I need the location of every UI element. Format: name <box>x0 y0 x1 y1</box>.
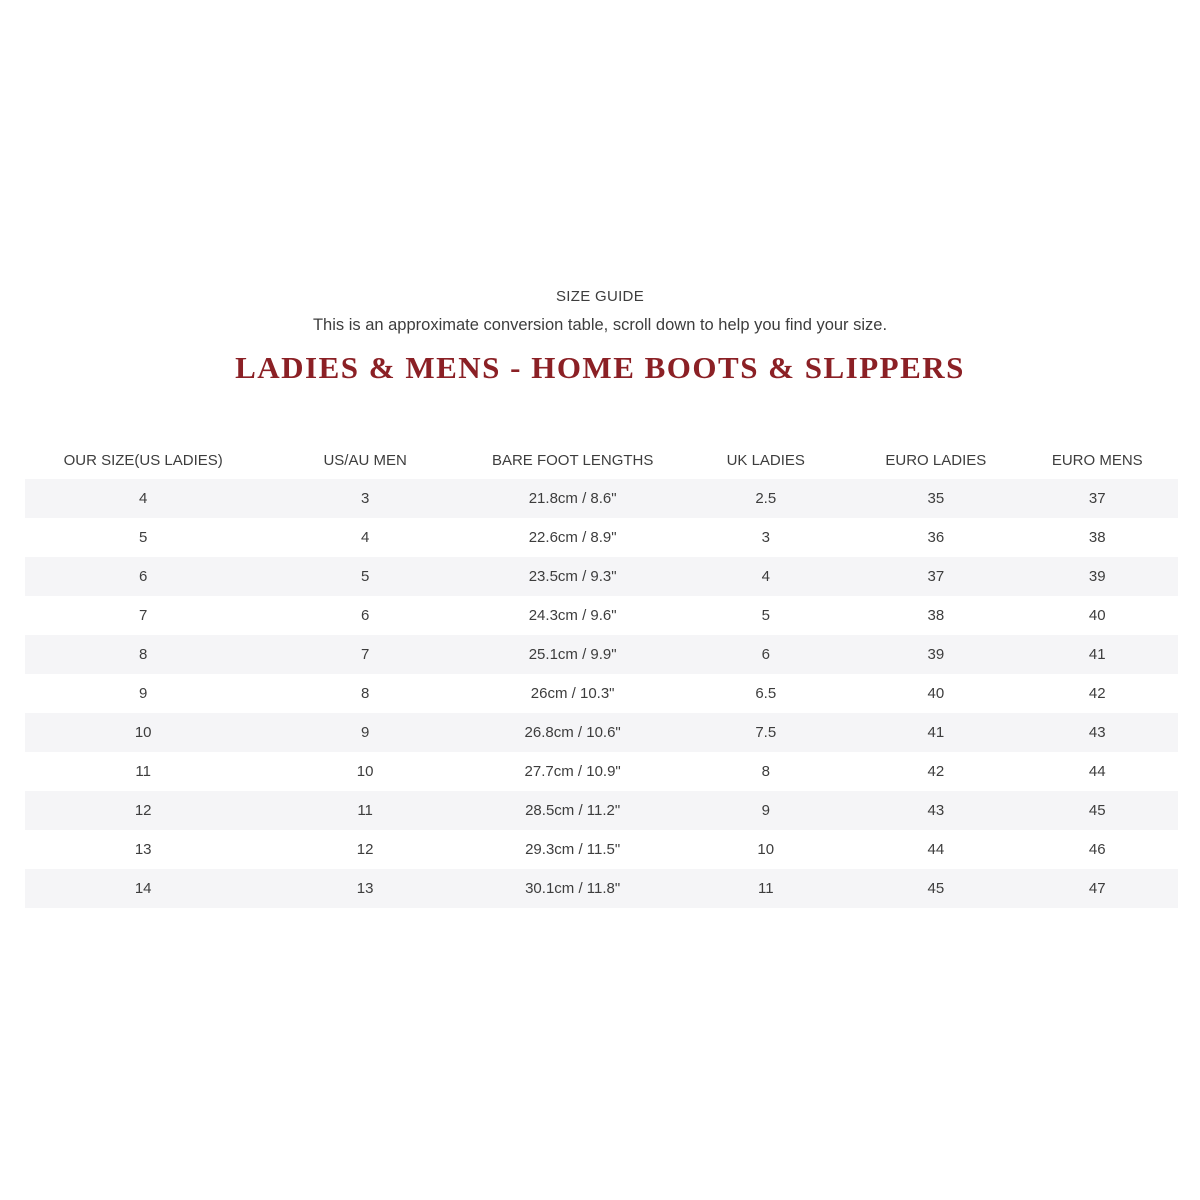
table-cell: 39 <box>927 646 945 664</box>
table-cell: 41 <box>927 724 945 742</box>
table-cell: 25.1cm / 9.9" <box>528 646 617 664</box>
table-cell: 9 <box>139 685 148 703</box>
size-conversion-table <box>25 442 1178 908</box>
table-cell: 40 <box>927 685 945 703</box>
table-cell: 36 <box>927 529 945 547</box>
table-cell: 2.5 <box>755 490 777 508</box>
table-cell: 11 <box>135 763 151 781</box>
column-header: UK LADIES <box>726 452 805 470</box>
table-cell: 24.3cm / 9.6" <box>528 607 617 625</box>
table-cell: 42 <box>927 763 945 781</box>
table-cell: 39 <box>1088 568 1106 586</box>
table-row <box>25 869 1178 908</box>
table-cell: 42 <box>1088 685 1106 703</box>
table-cell: 44 <box>1088 763 1106 781</box>
table-cell: 44 <box>927 841 945 859</box>
table-header-row <box>25 442 1178 479</box>
table-cell: 47 <box>1088 880 1106 898</box>
table-cell: 43 <box>927 802 945 820</box>
table-row <box>25 713 1178 752</box>
table-cell: 5 <box>360 568 370 586</box>
column-header: US/AU MEN <box>323 452 407 470</box>
table-row <box>25 752 1178 791</box>
table-row <box>25 791 1178 830</box>
table-cell: 3 <box>761 529 770 547</box>
page-title: LADIES & MENS - HOME BOOTS & SLIPPERS <box>235 349 965 385</box>
table-cell: 46 <box>1088 841 1106 859</box>
table-cell: 7 <box>360 646 370 664</box>
column-header: OUR SIZE(US LADIES) <box>63 452 223 470</box>
table-cell: 45 <box>927 880 945 898</box>
table-cell: 10 <box>757 841 775 859</box>
table-cell: 3 <box>360 490 370 508</box>
table-cell: 40 <box>1088 607 1106 625</box>
table-cell: 5 <box>761 607 770 625</box>
table-cell: 4 <box>360 529 370 547</box>
column-header: EURO LADIES <box>885 452 987 470</box>
table-cell: 9 <box>761 802 770 820</box>
table-cell: 8 <box>761 763 770 781</box>
table-cell: 13 <box>134 841 152 859</box>
table-cell: 22.6cm / 8.9" <box>528 529 617 547</box>
table-cell: 8 <box>360 685 370 703</box>
table-cell: 10 <box>134 724 152 742</box>
table-cell: 7.5 <box>755 724 777 742</box>
table-cell: 26cm / 10.3" <box>530 685 615 703</box>
table-cell: 38 <box>927 607 945 625</box>
table-cell: 38 <box>1088 529 1106 547</box>
table-cell: 13 <box>356 880 374 898</box>
table-cell: 21.8cm / 8.6" <box>528 490 617 508</box>
table-cell: 4 <box>139 490 148 508</box>
table-row <box>25 635 1178 674</box>
table-cell: 7 <box>139 607 148 625</box>
table-cell: 6 <box>139 568 148 586</box>
table-row <box>25 479 1178 518</box>
table-cell: 23.5cm / 9.3" <box>528 568 617 586</box>
table-cell: 8 <box>139 646 148 664</box>
size-guide-subtitle: This is an approximate conversion table, scroll down to help you find your size. <box>312 316 888 334</box>
table-cell: 37 <box>1088 490 1106 508</box>
column-header: BARE FOOT LENGTHS <box>491 452 654 470</box>
table-cell: 28.5cm / 11.2" <box>525 802 621 820</box>
table-cell: 14 <box>134 880 152 898</box>
table-cell: 6.5 <box>755 685 777 703</box>
table-cell: 12 <box>356 841 374 859</box>
table-cell: 11 <box>757 880 774 898</box>
table-cell: 6 <box>360 607 370 625</box>
table-cell: 5 <box>139 529 148 547</box>
table-row <box>25 596 1178 635</box>
table-cell: 9 <box>360 724 370 742</box>
table-row <box>25 830 1178 869</box>
table-cell: 41 <box>1088 646 1106 664</box>
table-cell: 26.8cm / 10.6" <box>524 724 621 742</box>
column-header: EURO MENS <box>1051 452 1143 470</box>
table-cell: 12 <box>134 802 152 820</box>
table-cell: 27.7cm / 10.9" <box>524 763 621 781</box>
table-cell: 29.3cm / 11.5" <box>525 841 621 859</box>
table-row <box>25 674 1178 713</box>
table-cell: 11 <box>357 802 373 820</box>
table-row <box>25 557 1178 596</box>
table-row <box>25 518 1178 557</box>
table-cell: 4 <box>761 568 770 586</box>
table-cell: 35 <box>927 490 945 508</box>
size-guide-label: SIZE GUIDE <box>555 288 644 305</box>
table-cell: 37 <box>927 568 945 586</box>
table-cell: 30.1cm / 11.8" <box>525 880 621 898</box>
table-cell: 10 <box>356 763 374 781</box>
table-cell: 43 <box>1088 724 1106 742</box>
table-cell: 45 <box>1088 802 1106 820</box>
table-cell: 6 <box>761 646 770 664</box>
